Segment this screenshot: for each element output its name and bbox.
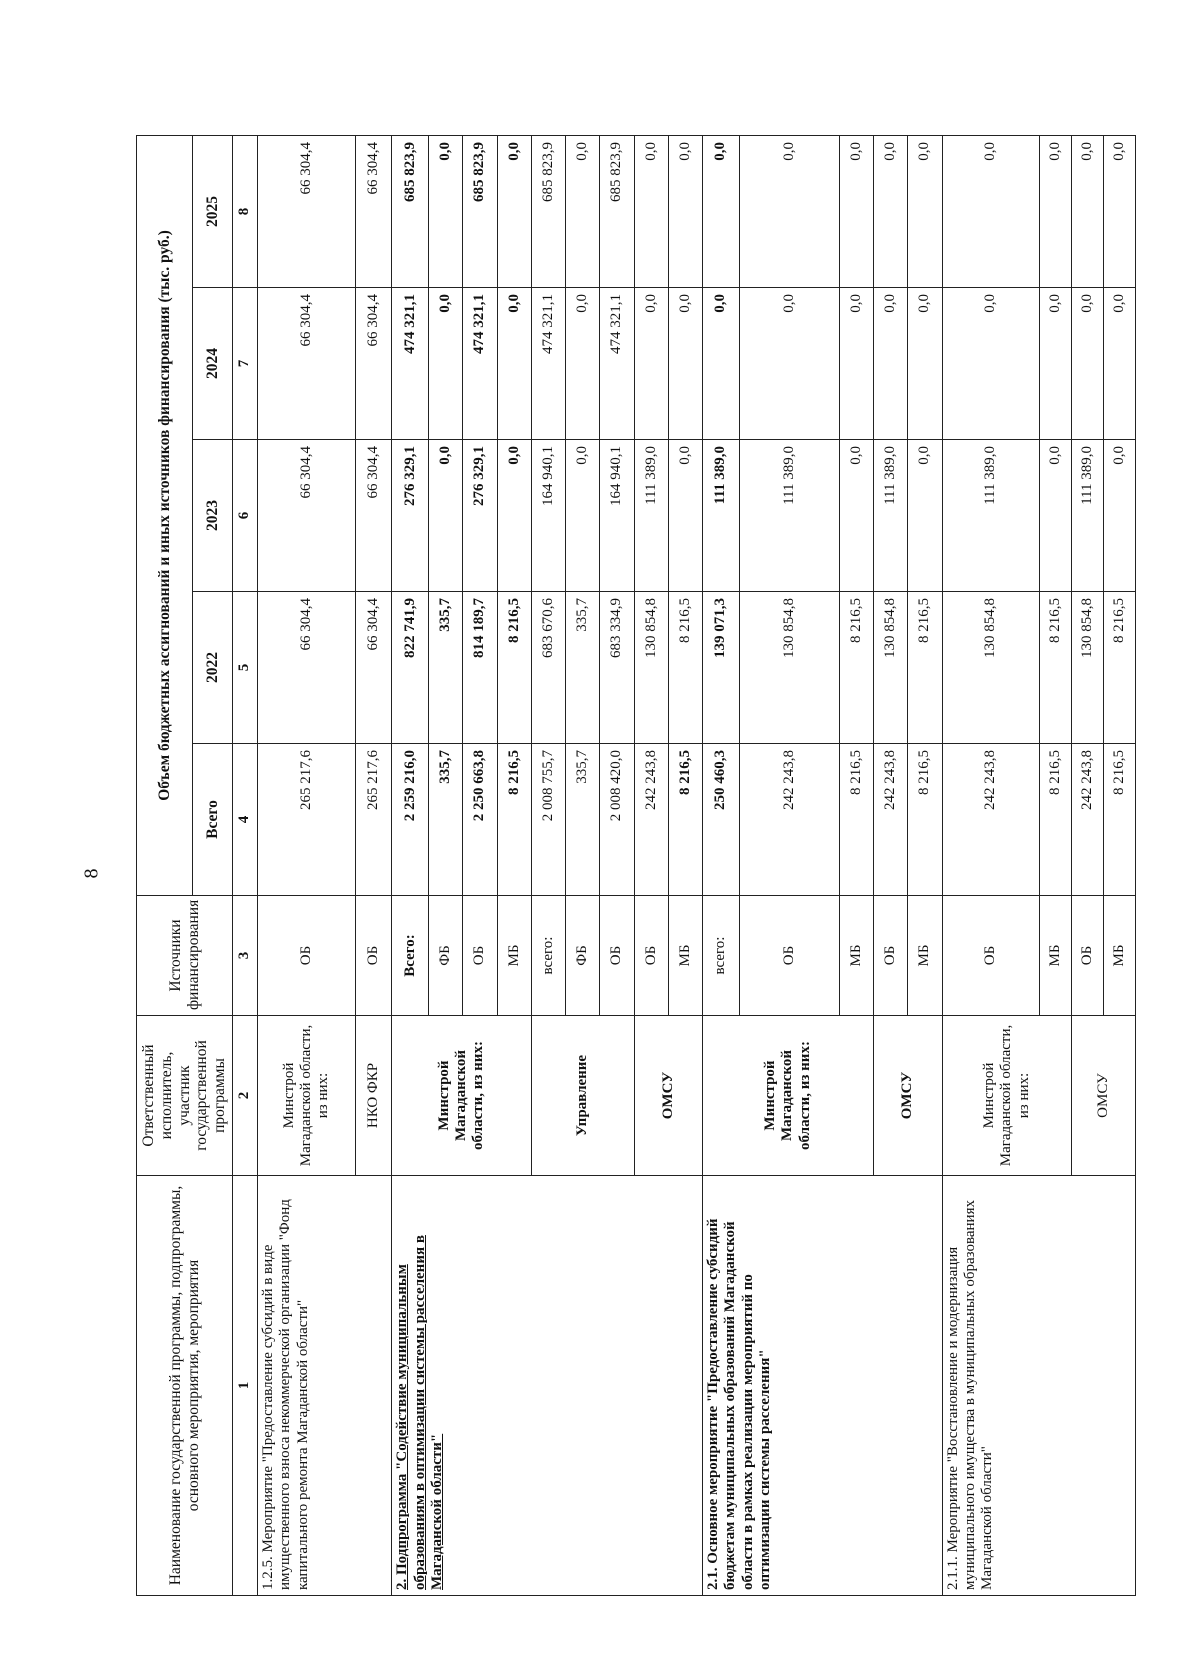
- table-row: НКО ФКР ОБ 265 217,6 66 304,4 66 304,4 66 304,4 66 304,4: [355, 135, 392, 1595]
- table-row: МБ 8 216,5 8 216,5 0,0 0,0 0,0: [1040, 135, 1072, 1595]
- main-measure-2-1: 2.1. Основное мероприятие "Предоставление субсидий бюджетам муниципальных образований Магаданской области в рамках реализации мероприятий по оптимизации системы расселения": [703, 1176, 943, 1596]
- header-name: Наименование государственной программы, подпрограммы, основного мероприятия, мероприятия: [137, 1176, 233, 1596]
- header-total: Всего: [193, 744, 233, 896]
- executor-omsu: ОМСУ: [634, 1016, 702, 1176]
- financing-table: [136, 135, 1136, 1596]
- rotated-table-container: [136, 136, 1136, 1596]
- table-row: 2.1. Основное мероприятие "Предоставление субсидий бюджетам муниципальных образований Магаданской области в рамках реализации мероприятий по оптимизации системы расселения" Минстрой Магаданской области, из них: всего: 250 460,3 139 071,3 111 389,0 0,0 0,0: [703, 135, 740, 1595]
- subprogram-2: 2. Подпрограмма "Содействие муниципальным образованиям в оптимизации системы расселения в Магаданской области": [392, 1176, 703, 1596]
- table-row: Управление всего: 2 008 755,7 683 670,6 164 940,1 474 321,1 685 823,9: [531, 135, 565, 1595]
- header-source: Источники финансирования: [137, 896, 233, 1016]
- table-row: МБ 8 216,5 8 216,5 0,0 0,0 0,0: [1104, 135, 1136, 1595]
- header-financing-group: Объем бюджетных ассигнований и иных источников финансирования (тыс. руб.): [137, 135, 193, 895]
- table-row: МБ 8 216,5 8 216,5 0,0 0,0 0,0: [668, 135, 702, 1595]
- table-row: МБ 8 216,5 8 216,5 0,0 0,0 0,0: [908, 135, 942, 1595]
- column-index-row: 1 2 3 4 5 6 7 8: [233, 135, 258, 1595]
- table-row: 2. Подпрограмма "Содействие муниципальным образованиям в оптимизации системы расселения в Магаданской области" Минстрой Магаданской области, из них: Всего: 2 259 216,0 822 741,9 276 329,1 474 321,1 685 823,9: [392, 135, 429, 1595]
- header-2023: 2023: [193, 440, 233, 592]
- table-row: ОБ 242 243,8 130 854,8 111 389,0 0,0 0,0: [739, 135, 839, 1595]
- table-row: ФБ 335,7 335,7 0,0 0,0 0,0: [429, 135, 463, 1595]
- measure-2-1-1: 2.1.1. Мероприятие "Восстановление и модернизация муниципального имущества в муниципальных образованиях Магаданской области": [942, 1176, 1135, 1596]
- executor-minstroy-2-1: Минстрой Магаданской области, из них:: [703, 1016, 874, 1176]
- header-2024: 2024: [193, 288, 233, 440]
- table-row: ФБ 335,7 335,7 0,0 0,0 0,0: [566, 135, 600, 1595]
- page-number: 8: [80, 868, 103, 879]
- executor-upravlenie: Управление: [531, 1016, 634, 1176]
- table-row: ОМСУ ОБ 242 243,8 130 854,8 111 389,0 0,0 0,0: [874, 135, 908, 1595]
- table-row: ОМСУ ОБ 242 243,8 130 854,8 111 389,0 0,0 0,0: [1072, 135, 1104, 1595]
- header-2025: 2025: [193, 135, 233, 287]
- executor-minstroy-2-1-1: Минстрой Магаданской области, из них:: [942, 1016, 1072, 1176]
- table-row: 1.2.5. Мероприятие "Предоставление субсидий в виде имущественного взноса некоммерческой организации "Фонд капитального ремонта Магаданской области" Минстрой Магаданской области, из них: ОБ 265 217,6 66 304,4 66 304,4 66 304,4 66 304,4: [258, 135, 356, 1595]
- executor-omsu-2-1-1: ОМСУ: [1072, 1016, 1136, 1176]
- table-row: ОМСУ ОБ 242 243,8 130 854,8 111 389,0 0,0 0,0: [634, 135, 668, 1595]
- measure-1-2-5: 1.2.5. Мероприятие "Предоставление субсидий в виде имущественного взноса некоммерческой организации "Фонд капитального ремонта Магаданской области": [258, 1176, 392, 1596]
- table-row: 2.1.1. Мероприятие "Восстановление и модернизация муниципального имущества в муниципальных образованиях Магаданской области" Минстрой Магаданской области, из них: ОБ 242 243,8 130 854,8 111 389,0 0,0 0,0: [942, 135, 1040, 1595]
- executor-minstroy: Минстрой Магаданской области, из них:: [258, 1016, 356, 1176]
- table-row: ОБ 2 250 663,8 814 189,7 276 329,1 474 321,1 685 823,9: [463, 135, 497, 1595]
- document-page: [136, 136, 1136, 1596]
- executor-minstroy-bold: Минстрой Магаданской области, из них:: [392, 1016, 531, 1176]
- header-2022: 2022: [193, 592, 233, 744]
- header-executor: Ответственный исполнитель, участник государственной программы: [137, 1016, 233, 1176]
- executor-nko-fkr: НКО ФКР: [355, 1016, 392, 1176]
- table-row: МБ 8 216,5 8 216,5 0,0 0,0 0,0: [497, 135, 531, 1595]
- table-row: МБ 8 216,5 8 216,5 0,0 0,0 0,0: [839, 135, 873, 1595]
- executor-omsu-2-1: ОМСУ: [874, 1016, 942, 1176]
- table-row: ОБ 2 008 420,0 683 334,9 164 940,1 474 321,1 685 823,9: [600, 135, 634, 1595]
